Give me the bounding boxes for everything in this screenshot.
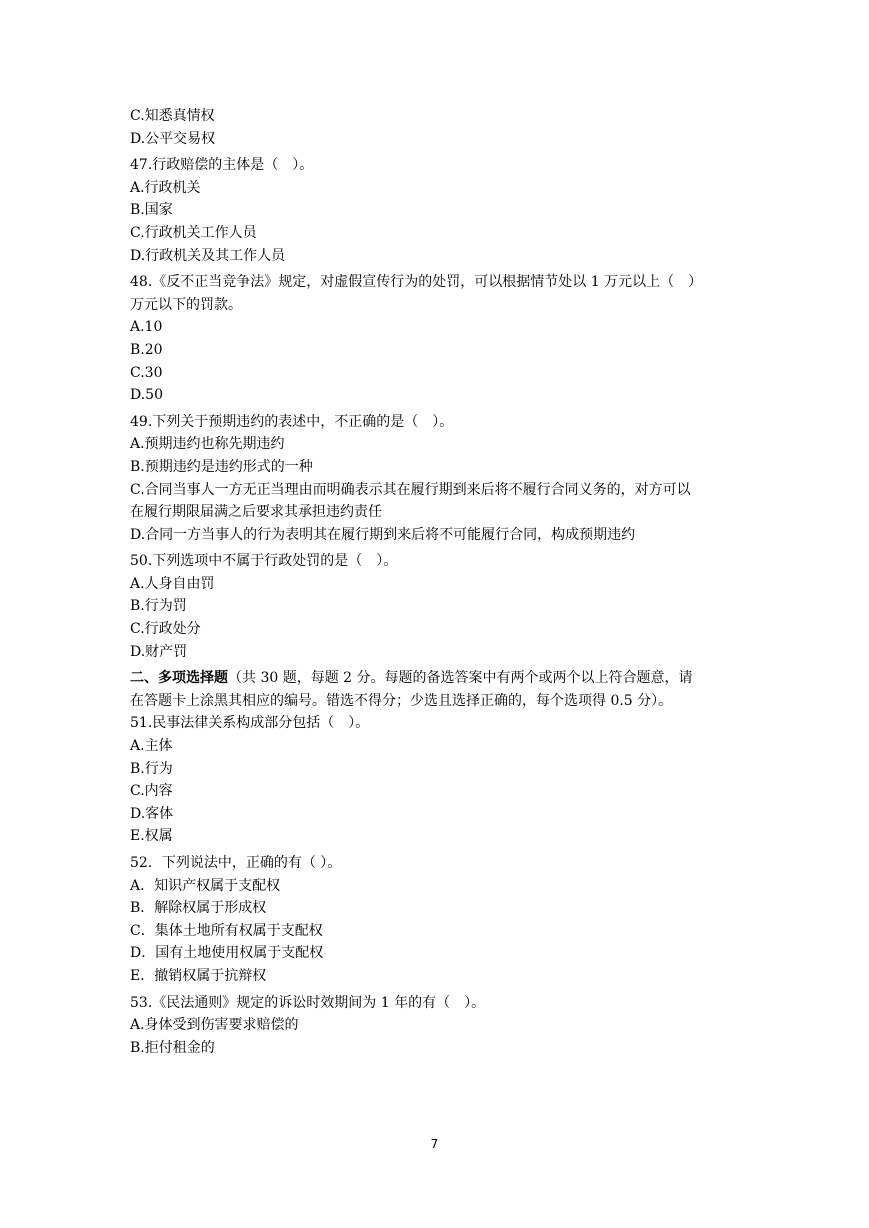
question-stem: 49.下列关于预期违约的表述中，不正确的是（ ）。: [130, 413, 454, 430]
option: A．知识产权属于支配权: [130, 877, 281, 894]
option: D.财产罚: [130, 643, 188, 660]
question-stem: 52．下列说法中，正确的有（ ）。: [130, 855, 342, 871]
option: D.公平交易权: [130, 130, 216, 147]
question-51: [130, 712, 750, 848]
question-47: [130, 154, 750, 267]
question-48: [130, 271, 750, 407]
option: C.30: [130, 364, 163, 381]
question-49: [130, 411, 750, 547]
option: E．撤销权属于抗辩权: [130, 967, 267, 984]
option: A.主体: [130, 738, 173, 755]
option: C.知悉真情权: [130, 108, 215, 124]
option: B.拒付租金的: [130, 1039, 215, 1056]
page-number: 7: [430, 1137, 439, 1151]
option: C.行政处分: [130, 621, 201, 638]
option: A.行政机关: [130, 179, 201, 196]
section-description: （共 30 题，每题 2 分。每题的备选答案中有两个或两个以上符合题意，请: [228, 670, 693, 687]
section-title: 二、多项选择题: [130, 670, 228, 687]
question-stem: 47.行政赔偿的主体是（ ）。: [130, 157, 314, 174]
document-page: [130, 105, 750, 1059]
option: B.国家: [130, 202, 173, 219]
question-stem: 48.《反不正当竞争法》规定，对虚假宣传行为的处罚，可以根据情节处以 1 万元以上（ ）: [130, 274, 703, 291]
option: D.50: [130, 387, 163, 404]
option-continued: 在履行期限届满之后要求其承担违约责任: [130, 504, 382, 521]
section-heading-line: [130, 667, 750, 690]
option: C.行政机关工作人员: [130, 224, 257, 241]
option: B.行为罚: [130, 598, 187, 615]
option: A.预期违约也称先期违约: [130, 436, 285, 453]
option: B．解除权属于形成权: [130, 900, 267, 917]
question-stem: 50.下列选项中不属于行政处罚的是（ ）。: [130, 553, 398, 570]
question-stem: 53.《民法通则》规定的诉讼时效期间为 1 年的有（ ）。: [130, 994, 486, 1011]
option: A.身体受到伤害要求赔偿的: [130, 1017, 299, 1034]
option: D.客体: [130, 805, 174, 822]
question-52: [130, 852, 750, 988]
option: C.合同当事人一方无正当理由而明确表示其在履行期到来后将不履行合同义务的，对方可以: [130, 481, 691, 498]
question-stem-continued: 万元以下的罚款。: [130, 296, 242, 313]
option: C．集体土地所有权属于支配权: [130, 922, 323, 939]
option: B.20: [130, 341, 163, 358]
carryover-options: [130, 105, 750, 150]
question-50: [130, 550, 750, 663]
section-multiple-choice: [130, 667, 750, 712]
option: E.权属: [130, 828, 173, 845]
option: A.10: [130, 319, 163, 336]
question-stem: 51.民事法律关系构成部分包括（ ）。: [130, 715, 370, 732]
question-53: [130, 992, 750, 1060]
option: C.内容: [130, 783, 173, 800]
option: D.行政机关及其工作人员: [130, 247, 286, 264]
option: D．国有土地使用权属于支配权: [130, 945, 324, 962]
option: A.人身自由罚: [130, 575, 215, 592]
option: D.合同一方当事人的行为表明其在履行期到来后将不可能履行合同，构成预期违约: [130, 526, 636, 543]
option: B.预期违约是违约形式的一种: [130, 458, 313, 475]
section-description-continued: 在答题卡上涂黑其相应的编号。错选不得分；少选且选择正确的，每个选项得 0.5 分）。: [130, 692, 673, 709]
option: B.行为: [130, 760, 173, 777]
